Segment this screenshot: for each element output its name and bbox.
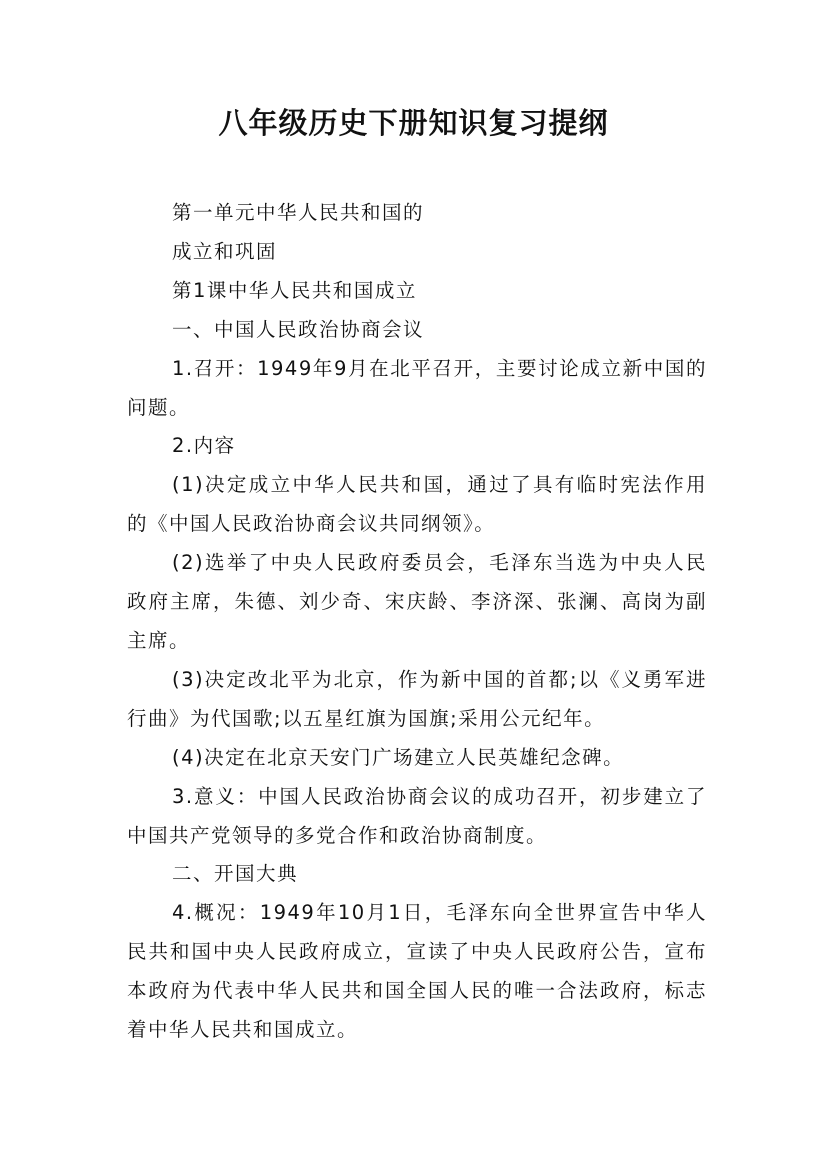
- document-title: 八年级历史下册知识复习提纲: [218, 106, 609, 140]
- paragraph-overview: 4.概况：1949年10月1日，毛泽东向全世界宣告中华人民共和国中央人民政府成立，宣读了中央人民政府公告，宣布本政府为代表中华人民共和国全国人民的唯一合法政府，标志着中华人民共和国成立。: [127, 901, 707, 1042]
- paragraph-content-item-4: (4)决定在北京天安门广场建立人民英雄纪念碑。: [172, 745, 625, 769]
- paragraph-content-item-1: (1)决定成立中华人民共和国，通过了具有临时宪法作用的《中国人民政治协商会议共同纲领》。: [127, 473, 707, 536]
- unit-heading-line-1: 第一单元中华人民共和国的: [172, 201, 425, 224]
- paragraph-significance: 3.意义：中国人民政治协商会议的成功召开，初步建立了中国共产党领导的多党合作和政治协商制度。: [127, 784, 707, 847]
- lesson-heading: 第1课中华人民共和国成立: [172, 278, 417, 302]
- paragraph-content-heading: 2.内容: [172, 434, 236, 458]
- paragraph-content-item-2: (2)选举了中央人民政府委员会，毛泽东当选为中央人民政府主席，朱德、刘少奇、宋庆龄、李济深、张澜、高岗为副主席。: [127, 551, 707, 652]
- section-heading-cppcc: 一、中国人民政治协商会议: [172, 317, 425, 341]
- paragraph-content-item-3: (3)决定改北平为北京，作为新中国的首都;以《义勇军进行曲》为代国歌;以五星红旗为国旗;采用公元纪年。: [127, 667, 707, 730]
- unit-heading-line-2: 成立和巩固: [172, 239, 278, 263]
- document-body: [127, 194, 707, 1050]
- section-heading-founding-ceremony: 二、开国大典: [172, 862, 299, 886]
- paragraph-convening: 1.召开：1949年9月在北平召开，主要讨论成立新中国的问题。: [127, 356, 707, 419]
